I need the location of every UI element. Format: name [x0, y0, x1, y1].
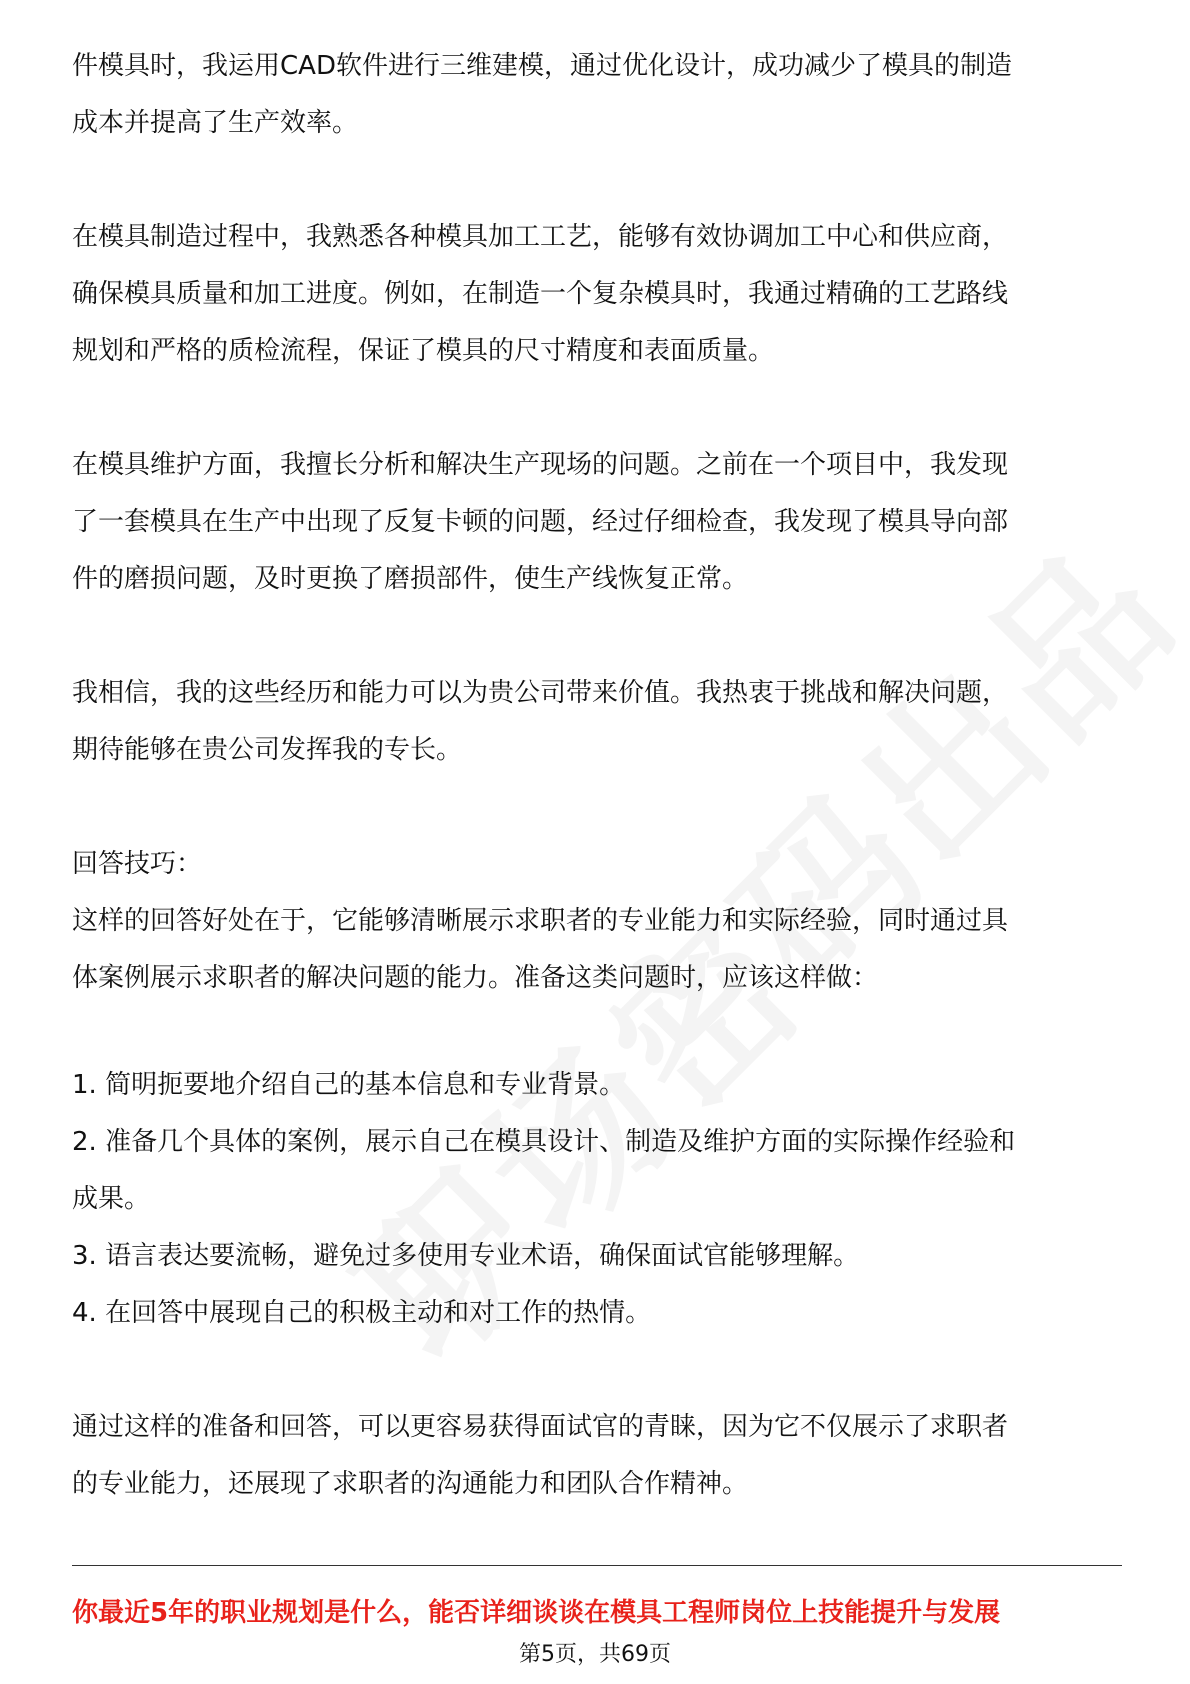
- text-line: 的专业能力，还展现了求职者的沟通能力和团队合作精神。: [72, 1469, 749, 1499]
- paragraph: [72, 437, 1118, 608]
- page-content: [72, 38, 1118, 1513]
- text-line: 期待能够在贵公司发挥我的专长。: [72, 735, 463, 765]
- footer-divider: [72, 1565, 1122, 1566]
- text-line: 成本并提高了生产效率。: [72, 108, 359, 138]
- page-number: 第5页，共69页: [519, 1642, 671, 1667]
- tips-list: [72, 1057, 1118, 1342]
- list-item: 4. 在回答中展现自己的积极主动和对工作的热情。: [72, 1298, 652, 1328]
- list-item: 2. 准备几个具体的案例，展示自己在模具设计、制造及维护方面的实际操作经验和: [72, 1127, 1016, 1157]
- next-question-heading: 你最近5年的职业规划是什么，能否详细谈谈在模具工程师岗位上技能提升与发展: [72, 1598, 1001, 1628]
- text-line: 通过这样的准备和回答，可以更容易获得面试官的青睐，因为它不仅展示了求职者: [72, 1412, 1009, 1442]
- text-line: 我相信，我的这些经历和能力可以为贵公司带来价值。我热衷于挑战和解决问题，: [72, 678, 1009, 708]
- text-line: 在模具制造过程中，我熟悉各种模具加工工艺，能够有效协调加工中心和供应商，: [72, 222, 1009, 252]
- paragraph: [72, 209, 1118, 380]
- text-line: 体案例展示求职者的解决问题的能力。准备这类问题时，应该这样做：: [72, 963, 879, 993]
- list-item: 1. 简明扼要地介绍自己的基本信息和专业背景。: [72, 1070, 626, 1100]
- text-line: 件的磨损问题，及时更换了磨损部件，使生产线恢复正常。: [72, 564, 749, 594]
- list-item: 3. 语言表达要流畅，避免过多使用专业术语，确保面试官能够理解。: [72, 1241, 860, 1271]
- text-line: 确保模具质量和加工进度。例如，在制造一个复杂模具时，我通过精确的工艺路线: [72, 279, 1009, 309]
- text-line: 件模具时，我运用CAD软件进行三维建模，通过优化设计，成功减少了模具的制造: [72, 51, 1012, 81]
- paragraph: [72, 665, 1118, 779]
- text-line: 规划和严格的质检流程，保证了模具的尺寸精度和表面质量。: [72, 336, 775, 366]
- tips-section: [72, 836, 1118, 1513]
- paragraph: [72, 38, 1118, 152]
- text-line: 了一套模具在生产中出现了反复卡顿的问题，经过仔细检查，我发现了模具导向部: [72, 507, 1009, 537]
- tips-heading: 回答技巧：: [72, 849, 203, 879]
- text-line: 在模具维护方面，我擅长分析和解决生产现场的问题。之前在一个项目中，我发现: [72, 450, 1009, 480]
- list-item-continuation: 成果。: [72, 1184, 151, 1214]
- text-line: 这样的回答好处在于，它能够清晰展示求职者的专业能力和实际经验，同时通过具: [72, 906, 1009, 936]
